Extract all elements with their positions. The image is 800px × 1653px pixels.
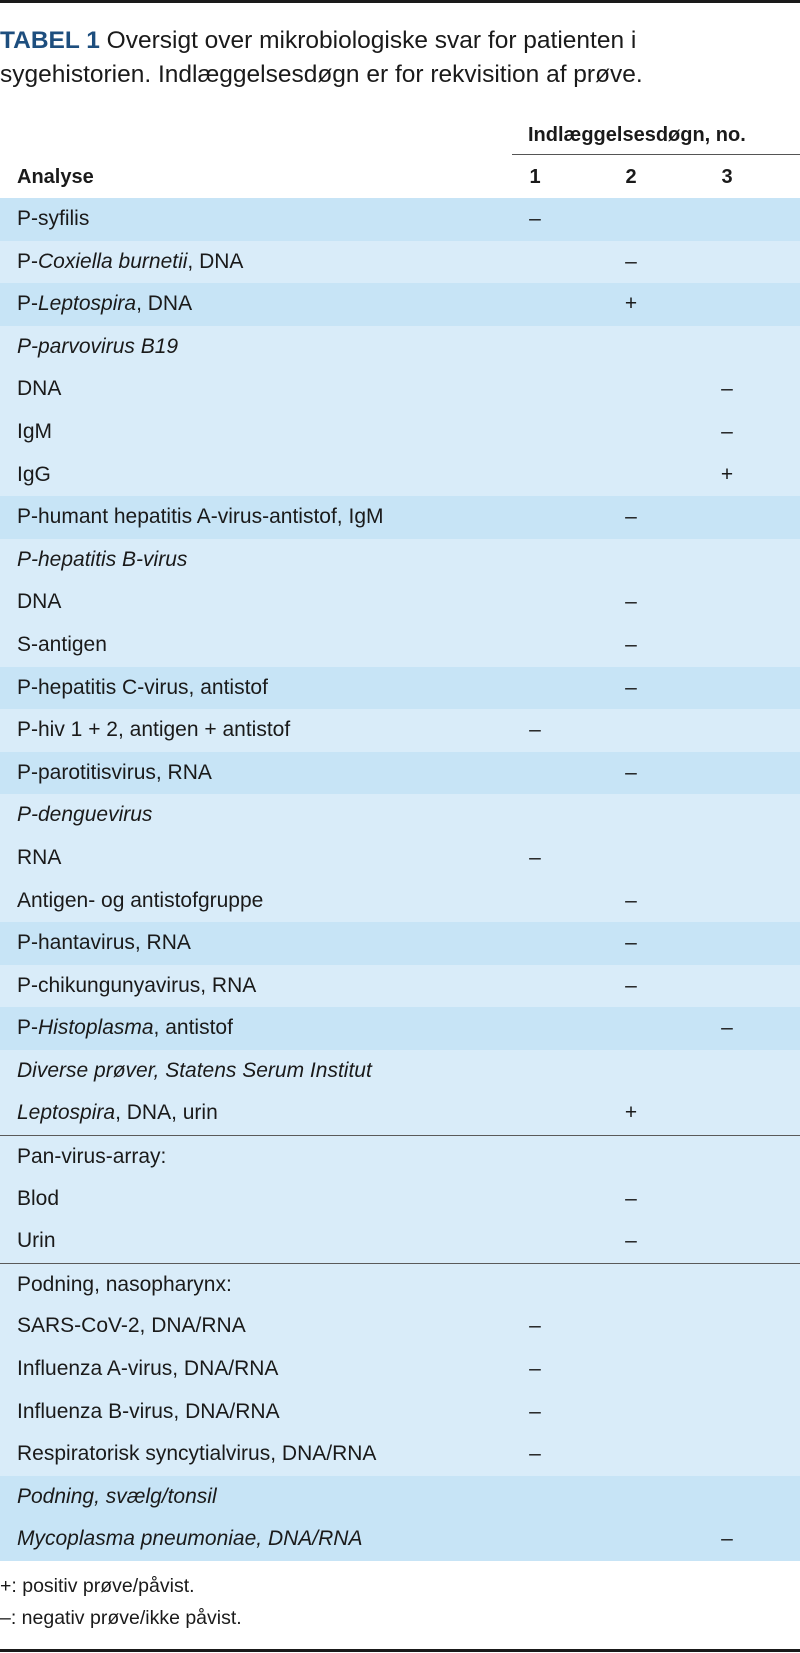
analyse-cell [17, 368, 61, 411]
table-row [0, 624, 800, 667]
table-row [0, 496, 800, 539]
analyse-text: Leptospira [38, 292, 137, 316]
table-row [0, 411, 800, 454]
analyse-text: Histoplasma [38, 1016, 154, 1040]
analyse-cell [17, 1264, 232, 1307]
analyse-cell [17, 1136, 166, 1179]
table-caption [0, 24, 780, 92]
footnotes [0, 1570, 800, 1634]
table-row [0, 709, 800, 752]
table-row [0, 922, 800, 965]
caption-text: Oversigt over mikrobiologiske svar for patienten i sygehistorien. Indlæggelsesdøgn er for rekvisition af prøve. [0, 27, 643, 88]
result-day-2: – [625, 1229, 637, 1253]
result-day-3: + [720, 462, 734, 486]
analyse-text: , DNA [136, 292, 193, 316]
result-day-1: – [529, 1399, 541, 1423]
analyse-cell [17, 581, 61, 624]
result-day-2: – [625, 931, 637, 955]
group-header: Indlæggelsesdøgn, no. [528, 124, 746, 146]
analyse-text: Influenza A-virus, DNA/RNA [17, 1357, 279, 1381]
result-day-2: – [625, 632, 637, 656]
analyse-cell [17, 1007, 233, 1050]
analyse-cell [17, 1476, 217, 1519]
analyse-cell [17, 1178, 59, 1221]
result-day-1: – [529, 1314, 541, 1338]
analyse-cell [17, 922, 191, 965]
analyse-text: Podning, svælg/tonsil [17, 1484, 217, 1508]
result-day-2: – [625, 249, 637, 273]
analyse-cell [17, 1518, 362, 1561]
analyse-text: P-parvovirus B19 [17, 334, 179, 358]
table-row [0, 1007, 800, 1050]
table-row [0, 283, 800, 326]
result-day-2: + [624, 1101, 638, 1125]
analyse-text: , DNA [187, 249, 244, 273]
analyse-cell [17, 837, 61, 880]
analyse-cell [17, 326, 178, 369]
table-row [0, 1518, 800, 1561]
table-row [0, 1476, 800, 1519]
result-day-1: – [529, 718, 541, 742]
table-row [0, 794, 800, 837]
analyse-text: , DNA, urin [115, 1101, 218, 1125]
column-header-row [0, 160, 800, 198]
analyse-text: DNA [17, 590, 62, 614]
analyse-cell [17, 709, 290, 752]
analyse-text: Respiratorisk syncytialvirus, DNA/RNA [17, 1442, 377, 1466]
table-row [0, 1178, 800, 1221]
result-day-2: – [625, 1186, 637, 1210]
analyse-text: SARS-CoV-2, DNA/RNA [17, 1314, 246, 1338]
table-row [0, 368, 800, 411]
result-day-2: – [625, 505, 637, 529]
table-row [0, 1305, 800, 1348]
table-row [0, 1348, 800, 1391]
result-day-2: – [625, 675, 637, 699]
table-row [0, 1050, 800, 1093]
table-body [0, 198, 800, 1561]
analyse-text: Urin [17, 1229, 56, 1253]
analyse-text: P- [17, 249, 38, 273]
analyse-text: P-denguevirus [17, 803, 153, 827]
table-row [0, 965, 800, 1008]
analyse-text: Diverse prøver, Statens Serum Institut [17, 1058, 372, 1082]
table-row [0, 1220, 800, 1263]
analyse-cell [17, 411, 52, 454]
analyse-text: IgG [17, 462, 51, 486]
table-row [0, 539, 800, 582]
analyse-text: Blod [17, 1186, 60, 1210]
analyse-cell [17, 1305, 246, 1348]
analyse-cell [17, 539, 187, 582]
table-row [0, 752, 800, 795]
group-header-rule [512, 154, 800, 155]
analyse-cell [17, 1050, 372, 1093]
column-header-day-2: 2 [625, 166, 637, 188]
table-row [0, 667, 800, 710]
result-day-2: – [625, 888, 637, 912]
analyse-text: P-chikungunyavirus, RNA [17, 973, 257, 997]
analyse-cell [17, 496, 384, 539]
table-row [0, 837, 800, 880]
bottom-rule [0, 1649, 800, 1652]
analyse-text: S-antigen [17, 632, 107, 656]
analyse-text: P-hepatitis B-virus [17, 547, 188, 571]
top-rule [0, 0, 800, 3]
analyse-text: P-syfilis [17, 207, 90, 230]
analyse-cell [17, 198, 89, 241]
table-row [0, 1092, 800, 1135]
analyse-text: , antistof [153, 1016, 233, 1040]
analyse-text: Pan-virus-array: [17, 1145, 167, 1169]
result-day-3: – [721, 419, 733, 443]
result-day-2: – [625, 973, 637, 997]
analyse-text: P-parotitisvirus, RNA [17, 760, 212, 784]
analyse-cell [17, 667, 268, 710]
result-day-3: – [721, 1527, 733, 1551]
result-day-1: – [529, 845, 541, 869]
analyse-cell [17, 283, 192, 326]
column-header-day-3: 3 [721, 166, 733, 188]
analyse-cell [17, 241, 243, 284]
result-day-2: – [625, 760, 637, 784]
analyse-text: DNA [17, 377, 62, 401]
analyse-text: P-humant hepatitis A-virus-antistof, IgM [17, 505, 384, 529]
table-row [0, 581, 800, 624]
result-day-3: – [721, 1016, 733, 1040]
analyse-cell [17, 454, 51, 497]
analyse-cell [17, 1433, 376, 1476]
analyse-cell [17, 1092, 218, 1135]
result-day-1: – [529, 207, 541, 230]
table-row [0, 1391, 800, 1434]
analyse-text: RNA [17, 845, 62, 869]
analyse-cell [17, 1220, 56, 1263]
footnote-positive: +: positiv prøve/påvist. [0, 1575, 195, 1597]
analyse-cell [17, 794, 152, 837]
analyse-text: P- [17, 1016, 38, 1040]
analyse-cell [17, 965, 256, 1008]
column-header-day-1: 1 [529, 166, 541, 188]
table-row [0, 1263, 800, 1306]
analyse-text: Podning, nasopharynx: [17, 1272, 232, 1296]
result-day-1: – [529, 1442, 541, 1466]
table-row [0, 1433, 800, 1476]
analyse-text: Influenza B-virus, DNA/RNA [17, 1399, 280, 1423]
result-day-2: – [625, 590, 637, 614]
result-day-1: – [529, 1357, 541, 1381]
table-row [0, 454, 800, 497]
analyse-cell [17, 752, 212, 795]
analyse-text: Leptospira [17, 1101, 116, 1125]
table-label: TABEL 1 [0, 27, 100, 54]
table-row [0, 198, 800, 241]
analyse-cell [17, 1348, 278, 1391]
footnote-negative: –: negativ prøve/ikke påvist. [0, 1607, 242, 1629]
result-day-3: – [721, 377, 733, 401]
analyse-cell [17, 880, 263, 923]
table-row [0, 326, 800, 369]
table-row [0, 880, 800, 923]
column-header-analyse: Analyse [17, 166, 94, 188]
result-day-2: + [624, 292, 638, 316]
analyse-cell [17, 624, 107, 667]
table-row [0, 1135, 800, 1178]
analyse-text: Antigen- og antistofgruppe [17, 888, 264, 912]
analyse-text: P-hiv 1 + 2, antigen + antistof [17, 718, 291, 742]
analyse-text: Coxiella burnetii [38, 249, 188, 273]
analyse-text: IgM [17, 419, 53, 443]
analyse-cell [17, 1391, 280, 1434]
analyse-text: Mycoplasma pneumoniae, DNA/RNA [17, 1527, 363, 1551]
analyse-text: P- [17, 292, 38, 316]
table-row [0, 241, 800, 284]
analyse-text: P-hepatitis C-virus, antistof [17, 675, 268, 699]
analyse-text: P-hantavirus, RNA [17, 931, 191, 955]
